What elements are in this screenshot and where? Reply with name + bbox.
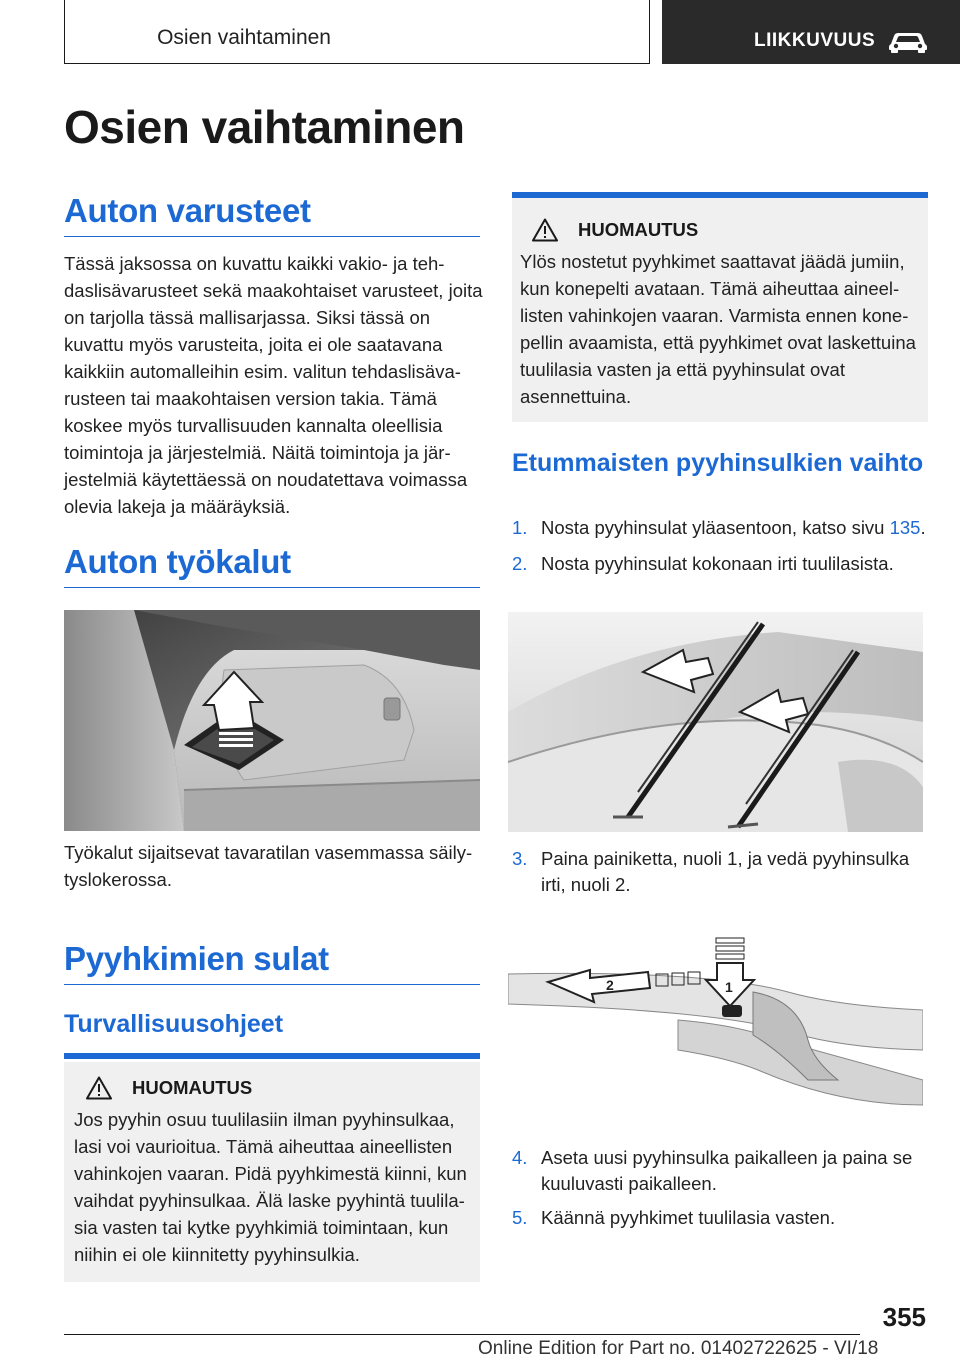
car-icon xyxy=(887,27,929,53)
figure-lift-wipers xyxy=(508,612,923,832)
figure-remove-wiper-blade xyxy=(508,930,923,1125)
header-section-title: Osien vaihtaminen xyxy=(157,26,331,49)
header-chapter-tab xyxy=(662,0,960,64)
step-text-main: Nosta pyyhinsulat yläasentoon, katso sivu xyxy=(541,517,890,538)
footer-edition-text: Online Edition for Part no. 01402722625 - VI/18 xyxy=(478,1338,879,1359)
notice-left xyxy=(64,1062,480,1282)
notice-left-label: HUOMAUTUS xyxy=(132,1077,253,1098)
step-text xyxy=(541,515,932,541)
page-number: 355 xyxy=(882,1302,926,1332)
step-number: 2. xyxy=(512,553,528,574)
notice-right xyxy=(512,192,928,422)
arrow-callout-2: 2 xyxy=(606,977,614,993)
luggage-compartment-illustration xyxy=(64,610,480,831)
footer-rule xyxy=(64,1334,860,1335)
windscreen-wipers-illustration xyxy=(508,612,923,832)
steps-list-b xyxy=(512,846,932,898)
heading-equipment: Auton varusteet xyxy=(64,192,480,237)
heading-wiper-blades: Pyyhkimien sulat xyxy=(64,940,480,985)
figure-luggage-compartment xyxy=(64,610,480,831)
warning-triangle-icon xyxy=(532,218,558,242)
step-number: 1. xyxy=(512,517,528,538)
steps-list-a xyxy=(512,515,932,577)
arrow-callout-1: 1 xyxy=(725,979,733,995)
list-item xyxy=(512,1205,932,1231)
header-frame xyxy=(64,0,650,64)
step-text: Paina painiketta, nuoli 1, ja vedä pyyhinsulka irti, nuoli 2. xyxy=(541,848,910,895)
equipment-text: Tässä jaksossa on kuvattu kaikki vakio- ja tehdaslisävarusteet sekä maakohtaiset varusteet, joita on tarjolla tässä mallisarjassa. Siksi tässä on kuvattu myös varusteita, joita ei ole saatavana kaikkiin automalleihin esim. valitun tehdaslisävarusteen tai maakohtaisen version takia. Tämä koskee myös turvallisuuden kannalta oleellisia toimintoja ja järjestelmiä. Näitä toimintoja ja järjestelmiä käytettäessä on noudatettava voimassa olevia lakeja ja määräyksiä. xyxy=(64,253,483,517)
step-text: Nosta pyyhinsulat kokonaan irti tuulilasista. xyxy=(541,553,894,574)
heading-front-wiper-blade-replacement: Etummaisten pyyhinsulkien vaihto xyxy=(512,449,924,477)
list-item xyxy=(512,551,932,577)
notice-left-text: Jos pyyhin osuu tuulilasiin ilman pyyhinsulkaa, lasi voi vaurioitua. Tämä aiheuttaa aineellisten vahinkojen vaaran. Pidä pyyhkimestä kiinni, kun vaihdat pyyhinsulkaa. Älä laske pyyhintä tuulilasia vasten tai kytke pyyhkimiä toimintaan, kun niihin ei ole kiinnitetty pyyhinsulkia. xyxy=(74,1109,467,1265)
step-number: 3. xyxy=(512,848,528,869)
list-item xyxy=(512,515,932,541)
list-item xyxy=(512,846,932,898)
list-item xyxy=(512,1145,932,1197)
step-number: 5. xyxy=(512,1207,528,1228)
notice-right-text: Ylös nostetut pyyhkimet saattavat jäädä jumiin, kun konepelti avataan. Tämä aiheuttaa aineellisten vahinkojen vaaran. Varmista ennen konepellin avaamista, että pyyhkimet ovat laskettuina tuulilasia vasten ja että pyyhinsulat ovat asennettuina. xyxy=(520,251,916,407)
wiper-blade-release-illustration xyxy=(508,930,923,1125)
step-text: Käännä pyyhkimet tuulilasia vasten. xyxy=(541,1207,836,1228)
heading-safety-instructions: Turvallisuusohjeet xyxy=(64,1010,480,1059)
tools-caption: Työkalut sijaitsevat tavaratilan vasemmassa säilytyslokerossa. xyxy=(64,842,473,890)
notice-left-header xyxy=(74,1076,470,1100)
steps-list-c xyxy=(512,1145,932,1231)
step-number: 4. xyxy=(512,1147,528,1168)
step-text-end: . xyxy=(920,517,926,538)
notice-right-header xyxy=(520,218,918,242)
step-text: Aseta uusi pyyhinsulka paikalleen ja paina se kuuluvasti paikalleen. xyxy=(541,1147,913,1194)
heading-tools: Auton työkalut xyxy=(64,543,480,588)
page-title: Osien vaihtaminen xyxy=(64,101,465,153)
running-header xyxy=(64,0,960,64)
notice-right-label: HUOMAUTUS xyxy=(578,219,699,240)
warning-triangle-icon xyxy=(86,1076,112,1100)
page-reference-link[interactable]: 135 xyxy=(889,517,921,538)
header-chapter-label: LIIKKUVUUS xyxy=(754,30,876,51)
